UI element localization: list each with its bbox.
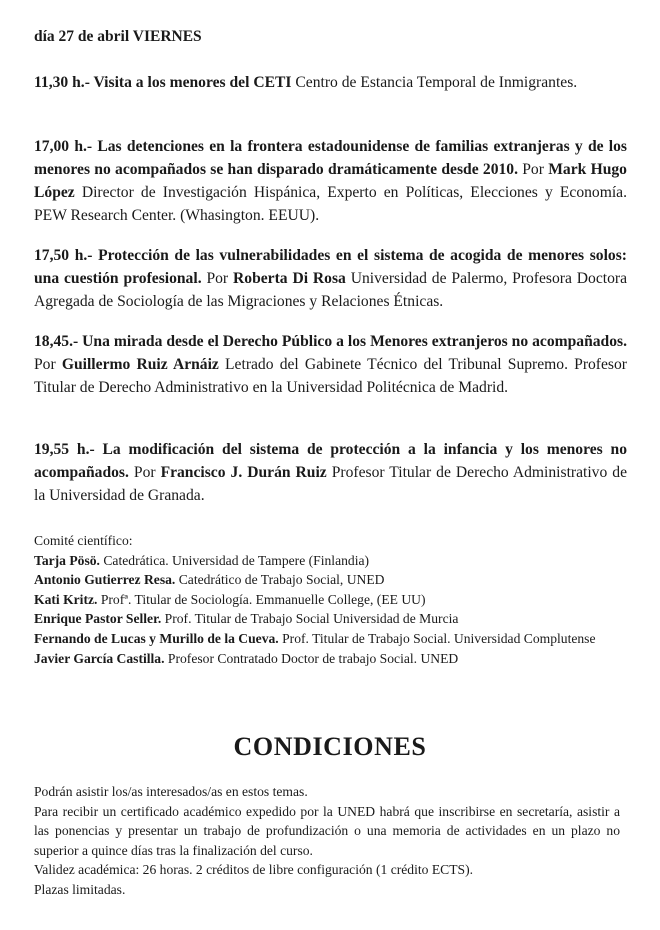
entry-by: Por	[517, 161, 549, 178]
program-entry	[34, 71, 627, 94]
member-name: Enrique Pastor Seller.	[34, 611, 162, 627]
entry-title: 19,55 h.- La modificación del sistema de protección a la infancia y los menores no acompañados.	[34, 441, 627, 481]
conditions-paragraph: Validez académica: 26 horas. 2 créditos de libre configuración (1 crédito ECTS).	[34, 862, 473, 877]
member-role: Profesor Contratado Doctor de trabajo Social. UNED	[164, 650, 459, 666]
entry-detail: Universidad de Palermo, Profesora Doctora Agregada de Sociología de las Migraciones y Relaciones Étnicas.	[34, 270, 627, 310]
entry-speaker: Guillermo Ruiz Arnáiz	[61, 356, 219, 373]
conditions-paragraph: Para recibir un certificado académico expedido por la UNED habrá que inscribirse en secretaría, asistir a las ponencias y presentar un trabajo de profundización o una memoria de actividades en un plazo no superior a quince días tras la finalización del curso.	[34, 803, 620, 858]
committee-heading: Comité científico:	[34, 533, 133, 548]
program-entry	[34, 330, 627, 399]
member-role: Prof. Titular de Trabajo Social. Universidad Complutense	[278, 630, 596, 646]
member-name: Antonio Gutierrez Resa.	[34, 572, 176, 588]
entry-title: 17,00 h.- Las detenciones en la frontera estadounidense de familias extranjeras y de los menores no acompañados se han disparado dramáticamente desde 2010.	[34, 138, 627, 178]
member-role: Profª. Titular de Sociología. Emmanuelle College, (EE UU)	[97, 591, 426, 607]
entry-by: Por	[128, 464, 161, 481]
committee-member	[34, 570, 634, 590]
conditions-title: CONDICIONES	[233, 732, 427, 761]
day-header: día 27 de abril VIERNES	[34, 28, 202, 45]
entry-speaker: Roberta Di Rosa	[233, 270, 346, 287]
entry-speaker: Mark Hugo López	[34, 161, 627, 201]
member-role: Catedrática. Universidad de Tampere (Finlandia)	[99, 552, 370, 568]
entry-speaker: Francisco J. Durán Ruiz	[160, 464, 327, 481]
committee-member	[34, 551, 634, 571]
member-role: Catedrático de Trabajo Social, UNED	[175, 572, 385, 588]
entry-by: Por	[34, 356, 62, 373]
entry-detail: Director de Investigación Hispánica, Experto en Políticas, Elecciones y Economía. PEW Research Center. (Whasington. EEUU).	[34, 184, 627, 224]
member-name: Fernando de Lucas y Murillo de la Cueva.	[34, 630, 279, 646]
entry-detail: Letrado del Gabinete Técnico del Tribunal Supremo. Profesor Titular de Derecho Administrativo en la Universidad Politécnica de Madrid.	[34, 356, 627, 396]
committee-member	[34, 629, 634, 649]
conditions-paragraph: Plazas limitadas.	[34, 881, 126, 897]
member-name: Kati Kritz.	[34, 591, 98, 607]
entry-title: 18,45.- Una mirada desde el Derecho Público a los Menores extranjeros no acompañados.	[34, 333, 627, 350]
member-name: Tarja Pösö.	[34, 552, 100, 568]
committee-member	[34, 590, 634, 610]
committee-member	[34, 649, 634, 669]
conditions-body	[34, 782, 620, 899]
conditions-paragraph: Podrán asistir los/as interesados/as en estos temas.	[34, 784, 308, 799]
member-role: Prof. Titular de Trabajo Social Universidad de Murcia	[161, 611, 459, 627]
program-entry	[34, 438, 627, 507]
program-entry	[34, 244, 627, 313]
scientific-committee	[34, 531, 634, 668]
entry-detail: Profesor Titular de Derecho Administrativo de la Universidad de Granada.	[34, 464, 627, 504]
entry-title: 17,50 h.- Protección de las vulnerabilidades en el sistema de acogida de menores solos: una cuestión profesional.	[34, 247, 627, 287]
entry-title: 11,30 h.- Visita a los menores del CETI	[34, 74, 292, 91]
entry-by: Por	[201, 270, 234, 287]
program-entry	[34, 135, 627, 227]
member-name: Javier García Castilla.	[34, 650, 165, 666]
committee-member	[34, 609, 634, 629]
entry-detail: Centro de Estancia Temporal de Inmigrantes.	[291, 74, 578, 91]
